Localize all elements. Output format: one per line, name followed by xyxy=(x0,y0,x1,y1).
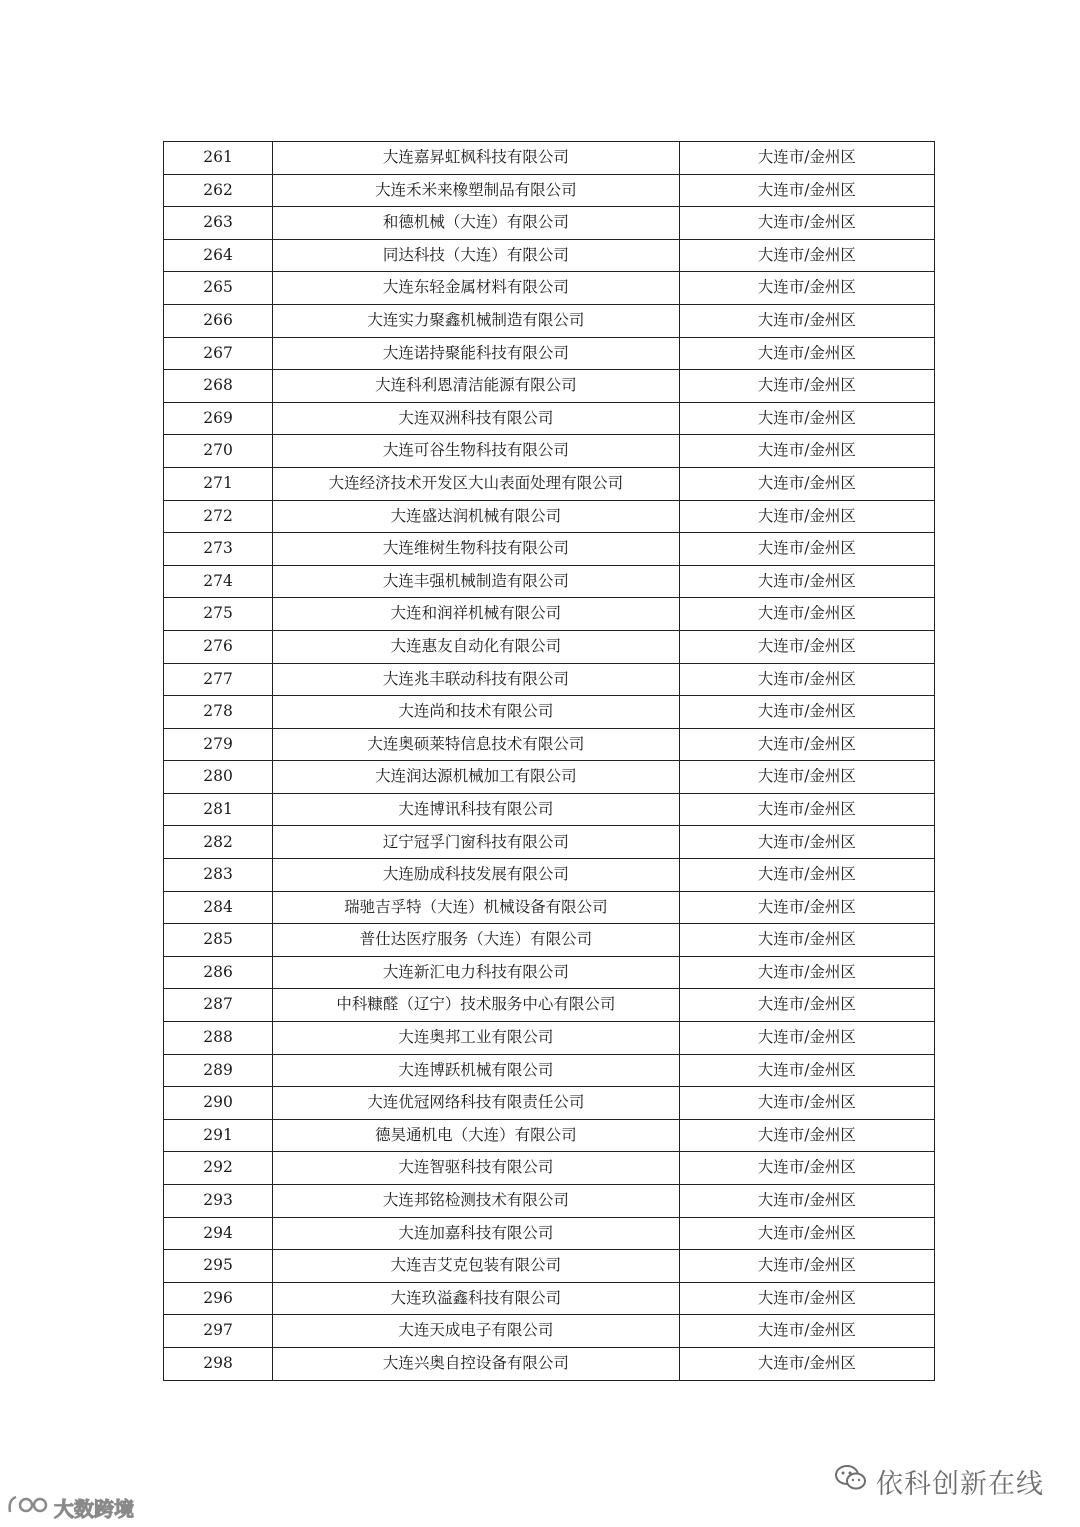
watermark-right xyxy=(834,1462,1044,1501)
row-number-cell: 292 xyxy=(164,1152,273,1185)
row-number-cell: 296 xyxy=(164,1282,273,1315)
region-cell: 大连市/金州区 xyxy=(679,663,934,696)
wechat-icon xyxy=(834,1463,868,1500)
table-row xyxy=(164,761,935,794)
region-cell: 大连市/金州区 xyxy=(679,239,934,272)
row-number-cell: 279 xyxy=(164,728,273,761)
row-number-cell: 277 xyxy=(164,663,273,696)
table-row xyxy=(164,533,935,566)
table-row xyxy=(164,728,935,761)
row-number-cell: 268 xyxy=(164,370,273,403)
table-row xyxy=(164,1282,935,1315)
row-number-cell: 263 xyxy=(164,207,273,240)
table-row xyxy=(164,630,935,663)
table-row xyxy=(164,598,935,631)
company-name-cell: 大连兴奥自控设备有限公司 xyxy=(273,1347,680,1380)
company-name-cell: 大连维树生物科技有限公司 xyxy=(273,533,680,566)
row-number-cell: 294 xyxy=(164,1217,273,1250)
row-number-cell: 288 xyxy=(164,1022,273,1055)
region-cell: 大连市/金州区 xyxy=(679,207,934,240)
table-row xyxy=(164,1119,935,1152)
table-row xyxy=(164,370,935,403)
company-name-cell: 大连丰强机械制造有限公司 xyxy=(273,565,680,598)
company-name-cell: 大连实力聚鑫机械制造有限公司 xyxy=(273,304,680,337)
region-cell: 大连市/金州区 xyxy=(679,500,934,533)
row-number-cell: 280 xyxy=(164,761,273,794)
table-row xyxy=(164,1087,935,1120)
row-number-cell: 282 xyxy=(164,826,273,859)
row-number-cell: 264 xyxy=(164,239,273,272)
company-name-cell: 大连奥邦工业有限公司 xyxy=(273,1022,680,1055)
company-name-cell: 大连盛达润机械有限公司 xyxy=(273,500,680,533)
region-cell: 大连市/金州区 xyxy=(679,304,934,337)
region-cell: 大连市/金州区 xyxy=(679,1022,934,1055)
row-number-cell: 285 xyxy=(164,924,273,957)
row-number-cell: 270 xyxy=(164,435,273,468)
table-row xyxy=(164,663,935,696)
table-row xyxy=(164,1315,935,1348)
row-number-cell: 275 xyxy=(164,598,273,631)
row-number-cell: 269 xyxy=(164,402,273,435)
company-list-table xyxy=(163,141,935,1381)
region-cell: 大连市/金州区 xyxy=(679,337,934,370)
region-cell: 大连市/金州区 xyxy=(679,402,934,435)
table-row xyxy=(164,924,935,957)
company-name-cell: 大连兆丰联动科技有限公司 xyxy=(273,663,680,696)
company-name-cell: 大连博讯科技有限公司 xyxy=(273,793,680,826)
row-number-cell: 278 xyxy=(164,696,273,729)
row-number-cell: 290 xyxy=(164,1087,273,1120)
region-cell: 大连市/金州区 xyxy=(679,370,934,403)
company-name-cell: 大连优冠网络科技有限责任公司 xyxy=(273,1087,680,1120)
row-number-cell: 283 xyxy=(164,859,273,892)
company-name-cell: 大连嘉昇虹枫科技有限公司 xyxy=(273,142,680,175)
table-row xyxy=(164,1347,935,1380)
company-name-cell: 大连润达源机械加工有限公司 xyxy=(273,761,680,794)
row-number-cell: 261 xyxy=(164,142,273,175)
company-name-cell: 大连科利恩清洁能源有限公司 xyxy=(273,370,680,403)
region-cell: 大连市/金州区 xyxy=(679,1315,934,1348)
company-name-cell: 大连智驱科技有限公司 xyxy=(273,1152,680,1185)
region-cell: 大连市/金州区 xyxy=(679,467,934,500)
region-cell: 大连市/金州区 xyxy=(679,1282,934,1315)
company-name-cell: 大连吉艾克包装有限公司 xyxy=(273,1250,680,1283)
region-cell: 大连市/金州区 xyxy=(679,533,934,566)
row-number-cell: 262 xyxy=(164,174,273,207)
table-row xyxy=(164,1250,935,1283)
company-name-cell: 中科糠醛（辽宁）技术服务中心有限公司 xyxy=(273,989,680,1022)
table-row xyxy=(164,207,935,240)
region-cell: 大连市/金州区 xyxy=(679,174,934,207)
table-row xyxy=(164,859,935,892)
region-cell: 大连市/金州区 xyxy=(679,793,934,826)
table-row xyxy=(164,696,935,729)
company-name-cell: 同达科技（大连）有限公司 xyxy=(273,239,680,272)
region-cell: 大连市/金州区 xyxy=(679,1347,934,1380)
company-name-cell: 大连和润祥机械有限公司 xyxy=(273,598,680,631)
table-row xyxy=(164,565,935,598)
table-row xyxy=(164,500,935,533)
company-name-cell: 大连加嘉科技有限公司 xyxy=(273,1217,680,1250)
region-cell: 大连市/金州区 xyxy=(679,1054,934,1087)
company-name-cell: 大连奥硕莱特信息技术有限公司 xyxy=(273,728,680,761)
row-number-cell: 287 xyxy=(164,989,273,1022)
region-cell: 大连市/金州区 xyxy=(679,924,934,957)
watermark-right-text: 依科创新在线 xyxy=(876,1469,1044,1500)
table-row xyxy=(164,1022,935,1055)
company-name-cell: 大连天成电子有限公司 xyxy=(273,1315,680,1348)
table-row xyxy=(164,1054,935,1087)
table-row xyxy=(164,174,935,207)
logo-mark-icon xyxy=(6,1492,50,1523)
row-number-cell: 297 xyxy=(164,1315,273,1348)
row-number-cell: 266 xyxy=(164,304,273,337)
region-cell: 大连市/金州区 xyxy=(679,598,934,631)
row-number-cell: 298 xyxy=(164,1347,273,1380)
row-number-cell: 271 xyxy=(164,467,273,500)
region-cell: 大连市/金州区 xyxy=(679,1185,934,1218)
row-number-cell: 265 xyxy=(164,272,273,305)
company-name-cell: 大连双洲科技有限公司 xyxy=(273,402,680,435)
watermark-left xyxy=(6,1492,134,1523)
table-row xyxy=(164,1152,935,1185)
table-row xyxy=(164,1217,935,1250)
table-row xyxy=(164,337,935,370)
region-cell: 大连市/金州区 xyxy=(679,761,934,794)
table-row xyxy=(164,891,935,924)
watermark-left-text: 大数跨境 xyxy=(54,1497,134,1521)
row-number-cell: 291 xyxy=(164,1119,273,1152)
table-body xyxy=(164,142,935,1381)
company-name-cell: 大连邦铭检测技术有限公司 xyxy=(273,1185,680,1218)
row-number-cell: 272 xyxy=(164,500,273,533)
region-cell: 大连市/金州区 xyxy=(679,728,934,761)
table-row xyxy=(164,956,935,989)
row-number-cell: 289 xyxy=(164,1054,273,1087)
region-cell: 大连市/金州区 xyxy=(679,859,934,892)
region-cell: 大连市/金州区 xyxy=(679,435,934,468)
region-cell: 大连市/金州区 xyxy=(679,142,934,175)
region-cell: 大连市/金州区 xyxy=(679,1087,934,1120)
row-number-cell: 286 xyxy=(164,956,273,989)
company-name-cell: 大连诺持聚能科技有限公司 xyxy=(273,337,680,370)
region-cell: 大连市/金州区 xyxy=(679,1152,934,1185)
company-name-cell: 大连可谷生物科技有限公司 xyxy=(273,435,680,468)
table-row xyxy=(164,304,935,337)
company-name-cell: 大连禾米来橡塑制品有限公司 xyxy=(273,174,680,207)
row-number-cell: 293 xyxy=(164,1185,273,1218)
row-number-cell: 273 xyxy=(164,533,273,566)
company-name-cell: 普仕达医疗服务（大连）有限公司 xyxy=(273,924,680,957)
table-row xyxy=(164,402,935,435)
table-row xyxy=(164,435,935,468)
company-name-cell: 大连惠友自动化有限公司 xyxy=(273,630,680,663)
region-cell: 大连市/金州区 xyxy=(679,565,934,598)
company-name-cell: 瑞驰吉孚特（大连）机械设备有限公司 xyxy=(273,891,680,924)
table-row xyxy=(164,826,935,859)
company-name-cell: 大连东轻金属材料有限公司 xyxy=(273,272,680,305)
company-name-cell: 和德机械（大连）有限公司 xyxy=(273,207,680,240)
row-number-cell: 274 xyxy=(164,565,273,598)
region-cell: 大连市/金州区 xyxy=(679,272,934,305)
company-name-cell: 大连励成科技发展有限公司 xyxy=(273,859,680,892)
company-name-cell: 大连博跃机械有限公司 xyxy=(273,1054,680,1087)
table-row xyxy=(164,989,935,1022)
region-cell: 大连市/金州区 xyxy=(679,989,934,1022)
company-name-cell: 辽宁冠孚门窗科技有限公司 xyxy=(273,826,680,859)
row-number-cell: 295 xyxy=(164,1250,273,1283)
table-row xyxy=(164,467,935,500)
table-row xyxy=(164,142,935,175)
company-name-cell: 大连尚和技术有限公司 xyxy=(273,696,680,729)
table-row xyxy=(164,239,935,272)
company-name-cell: 德昊通机电（大连）有限公司 xyxy=(273,1119,680,1152)
table-row xyxy=(164,1185,935,1218)
region-cell: 大连市/金州区 xyxy=(679,1119,934,1152)
row-number-cell: 267 xyxy=(164,337,273,370)
region-cell: 大连市/金州区 xyxy=(679,1217,934,1250)
region-cell: 大连市/金州区 xyxy=(679,826,934,859)
region-cell: 大连市/金州区 xyxy=(679,1250,934,1283)
region-cell: 大连市/金州区 xyxy=(679,696,934,729)
table-row xyxy=(164,793,935,826)
company-name-cell: 大连经济技术开发区大山表面处理有限公司 xyxy=(273,467,680,500)
row-number-cell: 284 xyxy=(164,891,273,924)
row-number-cell: 276 xyxy=(164,630,273,663)
company-name-cell: 大连新汇电力科技有限公司 xyxy=(273,956,680,989)
region-cell: 大连市/金州区 xyxy=(679,956,934,989)
row-number-cell: 281 xyxy=(164,793,273,826)
table-row xyxy=(164,272,935,305)
region-cell: 大连市/金州区 xyxy=(679,630,934,663)
region-cell: 大连市/金州区 xyxy=(679,891,934,924)
company-name-cell: 大连玖溢鑫科技有限公司 xyxy=(273,1282,680,1315)
